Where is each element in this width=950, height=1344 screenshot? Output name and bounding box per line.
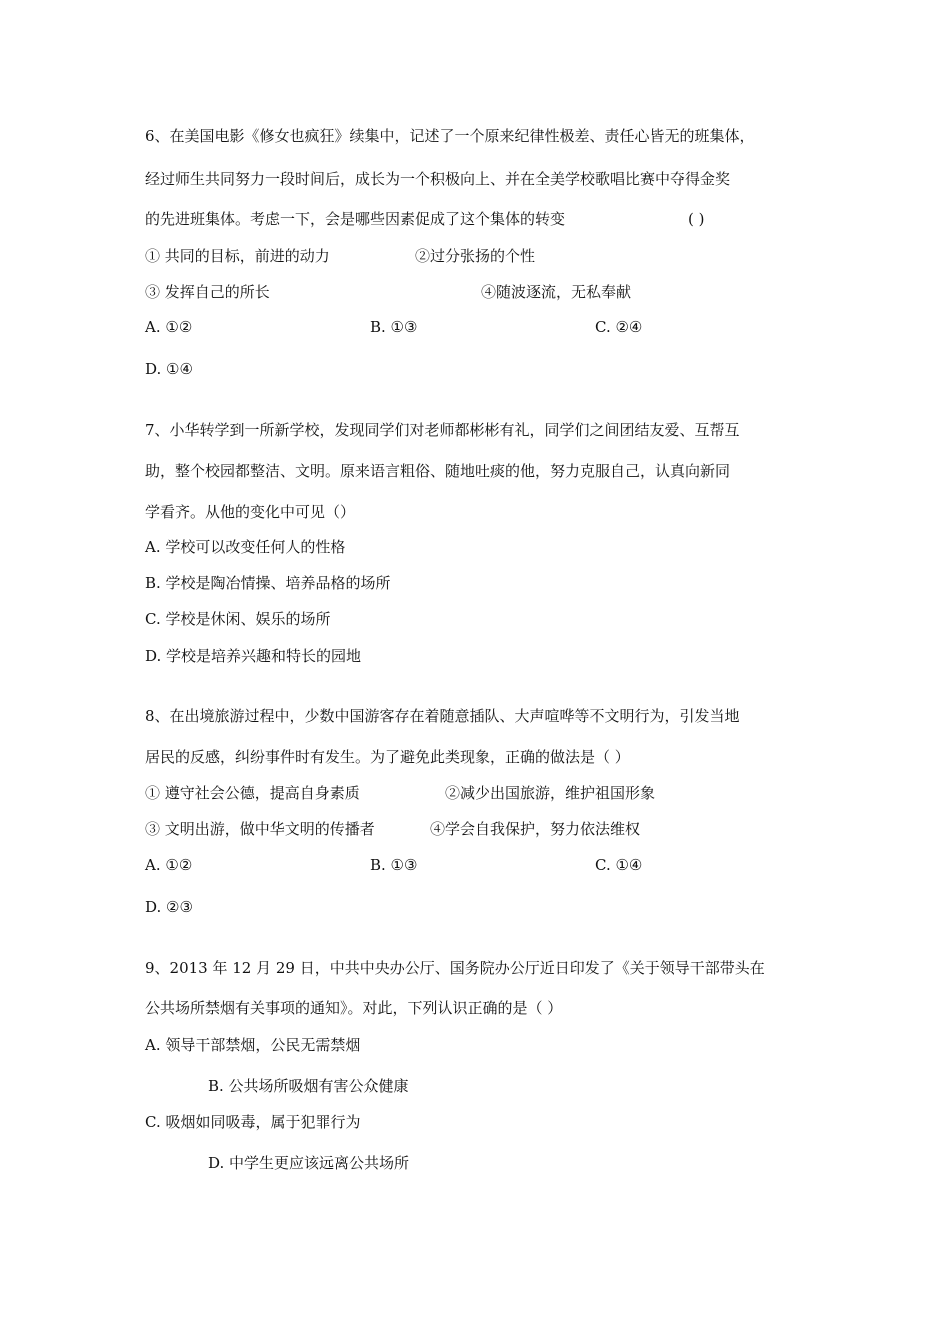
question-6-items-row-1 <box>145 246 845 266</box>
question-8-item-4: ④学会自我保护，努力依法维权 <box>430 820 641 838</box>
question-8-option-b: B. ①③ <box>370 856 418 874</box>
question-7-option-a: A. 学校可以改变任何人的性格 <box>145 538 346 556</box>
question-8-item-1: ① 遵守社会公德，提高自身素质 <box>145 784 360 802</box>
question-7-option-b: B. 学校是陶冶情操、培养品格的场所 <box>145 574 391 592</box>
question-6-items-row-2 <box>145 282 845 302</box>
question-6-stem-line-1: 6、在美国电影《修女也疯狂》续集中，记述了一个原来纪律性极差、责任心皆无的班集体， <box>145 127 755 145</box>
question-6-stem-line-3: 的先进班集体。考虑一下，会是哪些因素促成了这个集体的转变 <box>145 210 566 228</box>
question-6-option-b: B. ①③ <box>370 318 418 336</box>
question-7-option-c: C. 学校是休闲、娱乐的场所 <box>145 610 331 628</box>
question-8-option-a: A. ①② <box>145 856 193 874</box>
question-8-stem-line-1: 8、在出境旅游过程中，少数中国游客存在着随意插队、大声喧哗等不文明行为，引发当地 <box>145 707 740 725</box>
question-9-option-d: D. 中学生更应该远离公共场所 <box>208 1154 410 1172</box>
question-8-item-3: ③ 文明出游，做中华文明的传播者 <box>145 820 375 838</box>
question-7-option-d: D. 学校是培养兴趣和特长的园地 <box>145 647 362 665</box>
question-6-options-row <box>145 317 845 337</box>
question-6-option-a: A. ①② <box>145 318 193 336</box>
question-9-option-a: A. 领导干部禁烟，公民无需禁烟 <box>145 1036 361 1054</box>
question-7-stem-line-1: 7、小华转学到一所新学校，发现同学们对老师都彬彬有礼，同学们之间团结友爱、互帮互 <box>145 421 740 439</box>
question-8-stem-line-2: 居民的反感，纠纷事件时有发生。为了避免此类现象，正确的做法是（ ） <box>145 748 630 766</box>
question-9-option-b: B. 公共场所吸烟有害公众健康 <box>208 1077 409 1095</box>
question-6-stem-line-2: 经过师生共同努力一段时间后，成长为一个积极向上、并在全美学校歌唱比赛中夺得金奖 <box>145 170 731 188</box>
question-6-item-4: ④随波逐流，无私奉献 <box>481 283 632 301</box>
question-8-options-row <box>145 855 845 875</box>
question-6-item-1: ① 共同的目标，前进的动力 <box>145 247 330 265</box>
question-6-item-3: ③ 发挥自己的所长 <box>145 283 270 301</box>
question-6-option-c: C. ②④ <box>595 318 643 336</box>
question-8-items-row-2 <box>145 819 845 839</box>
question-8-option-c: C. ①④ <box>595 856 643 874</box>
question-8-item-2: ②减少出国旅游，维护祖国形象 <box>445 784 656 802</box>
question-7-stem-line-3: 学看齐。从他的变化中可见（） <box>145 503 356 521</box>
question-8-option-d: D. ②③ <box>145 898 193 916</box>
question-7-stem-line-2: 助，整个校园都整洁、文明。原来语言粗俗、随地吐痰的他，努力克服自己，认真向新同 <box>145 462 731 480</box>
question-8-items-row-1 <box>145 783 845 803</box>
question-9-stem-line-2: 公共场所禁烟有关事项的通知》。对此，下列认识正确的是（ ） <box>145 999 563 1017</box>
question-6-answer-blank: ( ) <box>688 210 705 228</box>
question-6-option-d: D. ①④ <box>145 360 193 378</box>
question-9-stem-line-1: 9、2013 年 12 月 29 日，中共中央办公厅、国务院办公厅近日印发了《关于领导干部带头在 <box>145 959 765 977</box>
question-6-item-2: ②过分张扬的个性 <box>415 247 536 265</box>
question-9-option-c: C. 吸烟如同吸毒，属于犯罪行为 <box>145 1113 361 1131</box>
